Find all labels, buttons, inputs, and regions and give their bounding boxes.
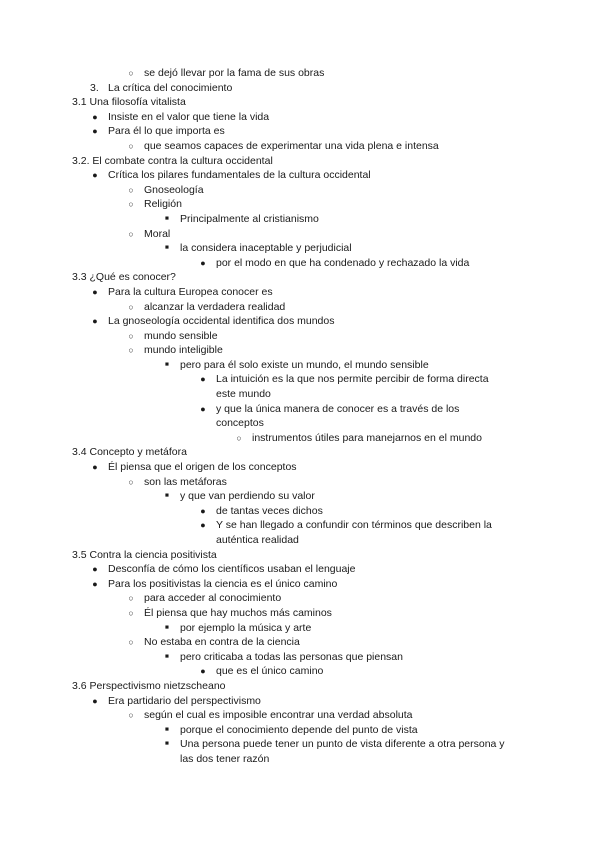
outline-item xyxy=(0,329,600,344)
bullet-hollow-icon: ○ xyxy=(128,607,134,618)
item-text: para acceder al conocimiento xyxy=(144,592,282,605)
outline-item xyxy=(0,475,600,490)
section-heading xyxy=(0,270,600,285)
outline-item xyxy=(0,533,600,548)
outline-item xyxy=(0,256,600,271)
outline-item xyxy=(0,197,600,212)
outline-item xyxy=(0,431,600,446)
bullet-hollow-icon: ○ xyxy=(128,301,134,312)
item-text: Principalmente al cristianismo xyxy=(180,212,319,225)
outline-item xyxy=(0,372,600,387)
outline-item xyxy=(0,694,600,709)
section-heading xyxy=(0,445,600,460)
bullet-filled-icon: ● xyxy=(92,286,98,297)
outline-item xyxy=(0,241,600,256)
bullet-filled-icon: ● xyxy=(92,564,98,575)
outline-item xyxy=(0,314,600,329)
heading-text: 3.2. El combate contra la cultura occidental xyxy=(72,154,273,167)
heading-text: 3.5 Contra la ciencia positivista xyxy=(72,548,217,561)
bullet-filled-icon: ● xyxy=(92,462,98,473)
outline-item xyxy=(0,168,600,183)
document-body xyxy=(0,66,600,767)
item-text: y que van perdiendo su valor xyxy=(180,490,315,503)
outline-item xyxy=(0,591,600,606)
outline-item xyxy=(0,664,600,679)
heading-text: 3.6 Perspectivismo nietzscheano xyxy=(72,679,226,692)
outline-item xyxy=(0,737,600,752)
list-number: 3. xyxy=(90,81,99,94)
section-heading xyxy=(0,679,600,694)
item-text: Moral xyxy=(144,227,171,240)
outline-item xyxy=(0,110,600,125)
item-text: de tantas veces dichos xyxy=(216,504,323,517)
section-heading xyxy=(0,95,600,110)
item-text: la considera inaceptable y perjudicial xyxy=(180,242,352,255)
outline-item xyxy=(0,460,600,475)
item-text: Una persona puede tener un punto de vista diferente a otra persona y xyxy=(180,738,505,751)
item-text: Insiste en el valor que tiene la vida xyxy=(108,110,270,123)
bullet-square-icon: ■ xyxy=(165,652,169,660)
item-text: que seamos capaces de experimentar una vida plena e intensa xyxy=(144,139,439,152)
item-text: instrumentos útiles para manejarnos en el mundo xyxy=(252,431,482,444)
outline-item xyxy=(0,183,600,198)
bullet-hollow-icon: ○ xyxy=(128,140,134,151)
bullet-hollow-icon: ○ xyxy=(128,637,134,648)
item-text: Desconfía de cómo los científicos usaban el lenguaje xyxy=(108,563,356,576)
bullet-hollow-icon: ○ xyxy=(128,345,134,356)
item-text: Religión xyxy=(144,198,182,211)
item-text: La gnoseología occidental identifica dos mundos xyxy=(108,315,335,328)
bullet-hollow-icon: ○ xyxy=(128,184,134,195)
item-text: pero criticaba a todas las personas que piensan xyxy=(180,650,403,663)
bullet-hollow-icon: ○ xyxy=(128,330,134,341)
bullet-square-icon: ■ xyxy=(165,360,169,368)
bullet-hollow-icon: ○ xyxy=(128,228,134,239)
item-text: Para los positivistas la ciencia es el único camino xyxy=(108,577,338,590)
heading-text: 3.1 Una filosofía vitalista xyxy=(72,96,186,109)
outline-item xyxy=(0,81,600,96)
bullet-square-icon: ■ xyxy=(165,725,169,733)
outline-item xyxy=(0,402,600,417)
outline-item xyxy=(0,285,600,300)
item-text: Gnoseología xyxy=(144,183,204,196)
item-text: Él piensa que hay muchos más caminos xyxy=(144,606,332,619)
section-heading xyxy=(0,548,600,563)
item-text: este mundo xyxy=(216,388,271,401)
outline-item xyxy=(0,227,600,242)
bullet-filled-icon: ● xyxy=(92,316,98,327)
item-text: Para la cultura Europea conocer es xyxy=(108,285,273,298)
item-text: Para él lo que importa es xyxy=(108,125,225,138)
bullet-square-icon: ■ xyxy=(165,214,169,222)
outline-item xyxy=(0,139,600,154)
bullet-square-icon: ■ xyxy=(165,623,169,631)
outline-item xyxy=(0,752,600,767)
item-text: según el cual es imposible encontrar una verdad absoluta xyxy=(144,709,413,722)
outline-item xyxy=(0,300,600,315)
item-text: Él piensa que el origen de los conceptos xyxy=(108,461,297,474)
outline-item xyxy=(0,635,600,650)
item-text: se dejó llevar por la fama de sus obras xyxy=(144,67,325,79)
item-text: Era partidario del perspectivismo xyxy=(108,694,261,707)
outline-item xyxy=(0,504,600,519)
outline-item xyxy=(0,66,600,81)
item-text: por el modo en que ha condenado y rechazado la vida xyxy=(216,256,470,269)
item-text: alcanzar la verdadera realidad xyxy=(144,300,286,313)
outline-item xyxy=(0,343,600,358)
bullet-hollow-icon: ○ xyxy=(128,199,134,210)
item-text: son las metáforas xyxy=(144,475,227,488)
outline-item xyxy=(0,650,600,665)
bullet-hollow-icon: ○ xyxy=(128,593,134,604)
bullet-hollow-icon: ○ xyxy=(128,710,134,721)
bullet-filled-icon: ● xyxy=(200,505,206,516)
item-text: conceptos xyxy=(216,417,264,430)
outline-item xyxy=(0,577,600,592)
outline-item xyxy=(0,708,600,723)
outline-item xyxy=(0,518,600,533)
bullet-square-icon: ■ xyxy=(165,740,169,748)
outline-item xyxy=(0,124,600,139)
item-text: pero para él solo existe un mundo, el mundo sensible xyxy=(180,358,429,371)
item-text: No estaba en contra de la ciencia xyxy=(144,636,300,649)
section-heading xyxy=(0,154,600,169)
item-text: que es el único camino xyxy=(216,665,324,678)
bullet-filled-icon: ● xyxy=(92,578,98,589)
bullet-filled-icon: ● xyxy=(200,403,206,414)
outline-item xyxy=(0,489,600,504)
bullet-hollow-icon: ○ xyxy=(128,68,134,78)
outline-item xyxy=(0,416,600,431)
bullet-filled-icon: ● xyxy=(92,126,98,137)
bullet-filled-icon: ● xyxy=(200,520,206,531)
item-text: La crítica del conocimiento xyxy=(108,81,233,94)
bullet-filled-icon: ● xyxy=(92,695,98,706)
bullet-square-icon: ■ xyxy=(165,492,169,500)
item-text: Y se han llegado a confundir con términos que describen la xyxy=(216,519,492,532)
item-text: La intuición es la que nos permite percibir de forma directa xyxy=(216,373,489,386)
outline-item xyxy=(0,212,600,227)
heading-text: 3.3 ¿Qué es conocer? xyxy=(72,271,176,284)
heading-text: 3.4 Concepto y metáfora xyxy=(72,446,187,459)
bullet-hollow-icon: ○ xyxy=(236,432,242,443)
item-text: mundo sensible xyxy=(144,329,218,342)
item-text: mundo inteligible xyxy=(144,344,223,357)
bullet-filled-icon: ● xyxy=(92,170,98,181)
item-text: porque el conocimiento depende del punto de vista xyxy=(180,723,418,736)
outline-item xyxy=(0,358,600,373)
bullet-hollow-icon: ○ xyxy=(128,476,134,487)
bullet-square-icon: ■ xyxy=(165,244,169,252)
item-text: Crítica los pilares fundamentales de la cultura occidental xyxy=(108,169,371,182)
outline-item xyxy=(0,562,600,577)
outline-item xyxy=(0,621,600,636)
item-text: auténtica realidad xyxy=(216,534,299,546)
item-text: y que la única manera de conocer es a través de los xyxy=(216,402,460,415)
outline-item xyxy=(0,606,600,621)
bullet-filled-icon: ● xyxy=(92,111,98,122)
item-text: las dos tener razón xyxy=(180,752,270,765)
outline-item xyxy=(0,387,600,402)
outline-item xyxy=(0,723,600,738)
item-text: por ejemplo la música y arte xyxy=(180,621,312,634)
bullet-filled-icon: ● xyxy=(200,374,206,385)
bullet-filled-icon: ● xyxy=(200,257,206,268)
bullet-filled-icon: ● xyxy=(200,666,206,677)
